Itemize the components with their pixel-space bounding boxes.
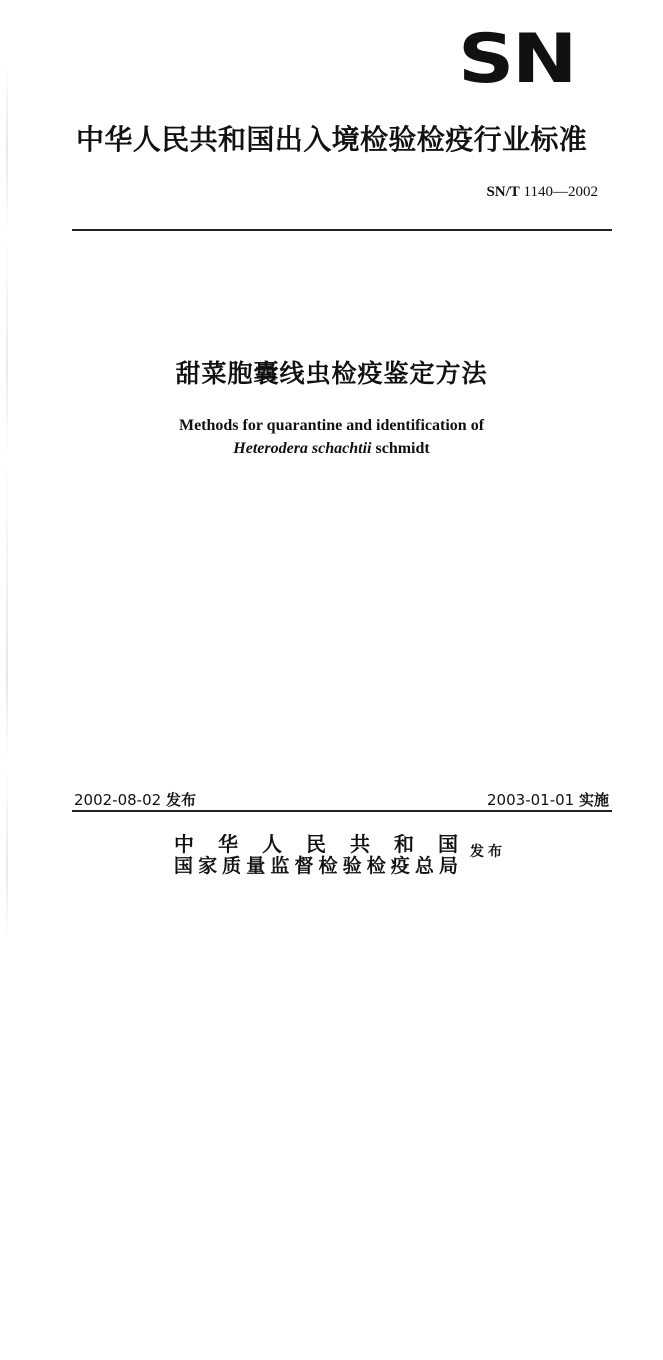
english-title — [70, 414, 593, 460]
english-title-line2-rest: schmidt — [371, 440, 430, 457]
release-date: 2002-08-02 — [74, 791, 162, 809]
scan-edge-artifact — [6, 60, 8, 940]
standard-code — [440, 182, 598, 202]
chinese-title: 甜菜胞囊线虫检疫鉴定方法 — [175, 359, 488, 388]
english-title-line1: Methods for quarantine and identification of — [178, 417, 485, 434]
implement-date-block — [487, 790, 609, 810]
sn-logo: SN — [458, 20, 576, 99]
issuer-line-1: 中华人民共和国 — [174, 832, 458, 856]
issuer-line-2: 国家质量监督检验检疫总局 — [174, 855, 458, 877]
standard-code-number: 1140—2002 — [519, 184, 598, 200]
implement-date: 2003-01-01 — [487, 791, 575, 809]
implement-label: 实施 — [578, 791, 609, 809]
bottom-divider — [72, 810, 612, 812]
english-title-line2 — [70, 437, 593, 460]
release-date-block — [74, 790, 196, 810]
top-divider — [72, 229, 612, 231]
industry-standard-title: 中华人民共和国出入境检验检疫行业标准 — [76, 123, 588, 156]
standard-code-prefix: SN/T — [486, 184, 520, 200]
species-name: Heterodera schachtii — [233, 440, 372, 457]
release-label: 发布 — [165, 791, 196, 809]
issue-word: 发布 — [470, 844, 506, 860]
